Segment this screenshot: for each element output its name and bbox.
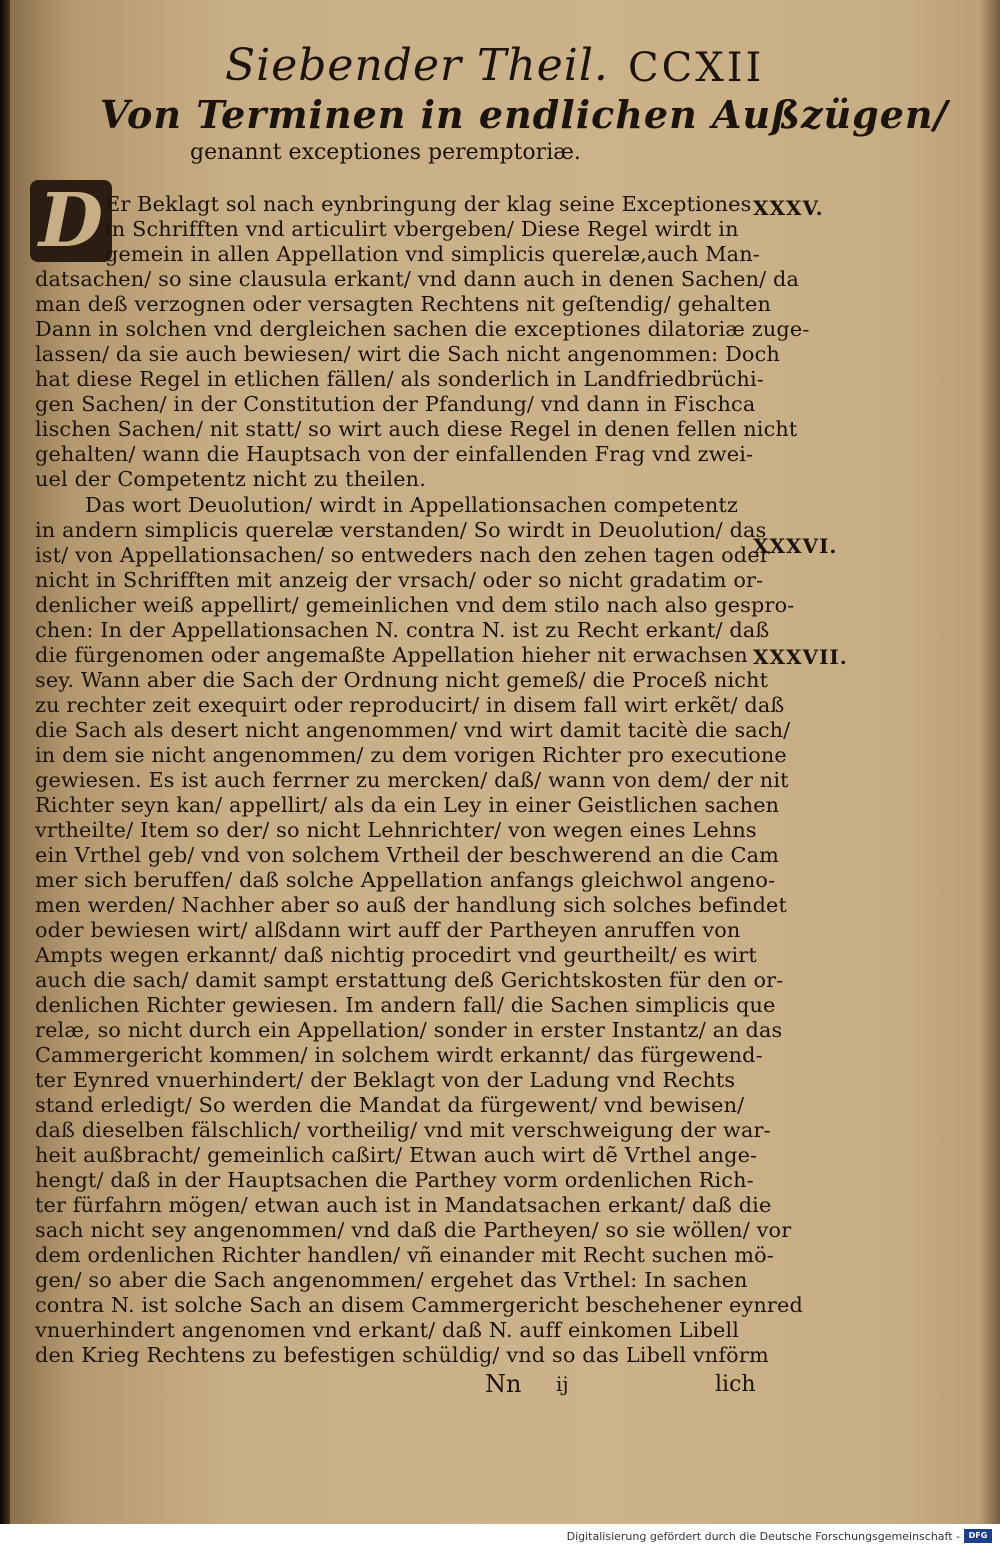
text-line: sach nicht sey angenommen/ vnd daß die Partheyen/ so sie wöllen/ vor (35, 1218, 792, 1242)
text-line: gen Sachen/ in der Constitution der Pfandung/ vnd dann in Fischca (35, 392, 756, 416)
text-line: sey. Wann aber die Sach der Ordnung nicht gemeß/ die Proceß nicht (35, 668, 769, 692)
footer-bar (0, 1524, 1000, 1549)
text-line: in andern simplicis querelæ verstanden/ So wirdt in Deuolution/ das (35, 518, 767, 542)
text-line: ter fürfahrn mögen/ etwan auch ist in Mandatsachen erkant/ daß die (35, 1193, 772, 1217)
text-line: gewiesen. Es ist auch ferrner zu mercken/ daß/ wann von dem/ der nit (35, 768, 789, 792)
text-line: ist/ von Appellationsachen/ so entweders nach den zehen tagen oder (35, 543, 770, 567)
chapter-subheading: genannt exceptiones peremptoriæ. (190, 140, 581, 165)
book-page (10, 0, 1000, 1524)
text-line: denlicher weiß appellirt/ gemeinlichen vnd dem stilo nach also gespro- (35, 593, 795, 617)
text-line: lischen Sachen/ nit statt/ so wirt auch diese Regel in denen fellen nicht (35, 417, 798, 441)
marginal-note: XXXV. (753, 196, 824, 220)
text-line: Das wort Deuolution/ wirdt in Appellationsachen competentz (85, 493, 738, 517)
text-line: Er Beklagt sol nach eynbringung der klag seine Exceptiones (105, 192, 752, 216)
chapter-heading: Von Terminen in endlichen Außzügen/ (100, 92, 949, 137)
signature-mark: Nn (485, 1370, 522, 1398)
text-line: lassen/ da sie auch bewiesen/ wirt die Sach nicht angenommen: Doch (35, 342, 780, 366)
text-line: ein Vrthel geb/ vnd von solchem Vrtheil der beschwerend an die Cam (35, 843, 779, 867)
digitization-credit: Digitalisierung gefördert durch die Deutsche Forschungsgemeinschaft - (566, 1530, 960, 1543)
text-line: gemein in allen Appellation vnd simplicis querelæ,auch Man- (105, 242, 760, 266)
text-line: die Sach als desert nicht angenommen/ vnd wirt damit tacitè die sach/ (35, 718, 791, 742)
text-line: Richter seyn kan/ appellirt/ als da ein Ley in einer Geistlichen sachen (35, 793, 780, 817)
marginal-note: XXXVI. (753, 534, 838, 558)
text-line: auch die sach/ damit sampt erstattung deß Gerichtskosten für den or- (35, 968, 784, 992)
text-line: in Schrifften vnd articulirt vbergeben/ Diese Regel wirdt in (105, 217, 739, 241)
text-line: nicht in Schrifften mit anzeig der vrsach/ oder so nicht gradatim or- (35, 568, 764, 592)
page-edge-shadow (980, 0, 1000, 1524)
text-line: man deß verzognen oder versagten Rechtens nit geſtendig/ gehalten (35, 292, 771, 316)
text-line: vrtheilte/ Item so der/ so nicht Lehnrichter/ von wegen eines Lehns (35, 818, 757, 842)
signature-number: ij (556, 1372, 569, 1396)
text-line: chen: In der Appellationsachen N. contra N. ist zu Recht erkant/ daß (35, 618, 770, 642)
text-line: stand erledigt/ So werden die Mandat da fürgewent/ vnd bewisen/ (35, 1093, 745, 1117)
text-line: gehalten/ wann die Hauptsach von der einfallenden Frag vnd zwei- (35, 442, 754, 466)
dfg-logo: DFG (964, 1529, 992, 1543)
text-line: denlichen Richter gewiesen. Im andern fall/ die Sachen simplicis que (35, 993, 776, 1017)
text-line: vnuerhindert angenomen vnd erkant/ daß N. auff einkomen Libell (35, 1318, 740, 1342)
text-line: Dann in solchen vnd dergleichen sachen die exceptiones dilatoriæ zuge- (35, 317, 810, 341)
text-line: daß dieselben fälschlich/ vortheilig/ vnd mit verschweigung der war- (35, 1118, 771, 1142)
text-line: uel der Competentz nicht zu theilen. (35, 467, 426, 491)
text-line: datsachen/ so sine clausula erkant/ vnd dann auch in denen Sachen/ da (35, 267, 800, 291)
text-line: men werden/ Nachher aber so auß der handlung sich solches befindet (35, 893, 788, 917)
running-head: Siebender Theil. (225, 40, 609, 91)
text-line: dem ordenlichen Richter handlen/ vñ einander mit Recht suchen mö- (35, 1243, 774, 1267)
text-line: heit außbracht/ gemeinlich caßirt/ Etwan auch wirt dẽ Vrthel ange- (35, 1143, 758, 1167)
text-line: die fürgenomen oder angemaßte Appellation hieher nit erwachsen (35, 643, 748, 667)
text-line: in dem sie nicht angenommen/ zu dem vorigen Richter pro executione (35, 743, 787, 767)
decorated-initial: D (30, 180, 112, 262)
text-line: zu rechter zeit exequirt oder reproducirt/ in disem fall wirt erkẽt/ daß (35, 693, 785, 717)
text-line: gen/ so aber die Sach angenommen/ ergehet das Vrthel: In sachen (35, 1268, 748, 1292)
text-line: ter Eynred vnuerhindert/ der Beklagt von der Ladung vnd Rechts (35, 1068, 736, 1092)
text-line: relæ, so nicht durch ein Appellation/ sonder in erster Instantz/ an das (35, 1018, 783, 1042)
catchword: lich (715, 1372, 756, 1397)
marginal-note: XXXVII. (753, 645, 848, 669)
text-line: mer sich beruffen/ daß solche Appellation anfangs gleichwol angeno- (35, 868, 776, 892)
text-line: contra N. ist solche Sach an disem Cammergericht beschehener eynred (35, 1293, 803, 1317)
text-line: Cammergericht kommen/ in solchem wirdt erkannt/ das fürgewend- (35, 1043, 763, 1067)
folio-number: CCXII (628, 45, 765, 91)
text-line: den Krieg Rechtens zu befestigen schüldig/ vnd so das Libell vnförm (35, 1343, 769, 1367)
text-line: hengt/ daß in der Hauptsachen die Parthey vorm ordenlichen Rich- (35, 1168, 754, 1192)
text-line: hat diese Regel in etlichen fällen/ als sonderlich in Landfriedbrüchi- (35, 367, 764, 391)
text-line: Ampts wegen erkannt/ daß nichtig procedirt vnd geurtheilt/ es wirt (35, 943, 757, 967)
text-line: oder bewiesen wirt/ alßdann wirt auff der Partheyen anruffen von (35, 918, 741, 942)
